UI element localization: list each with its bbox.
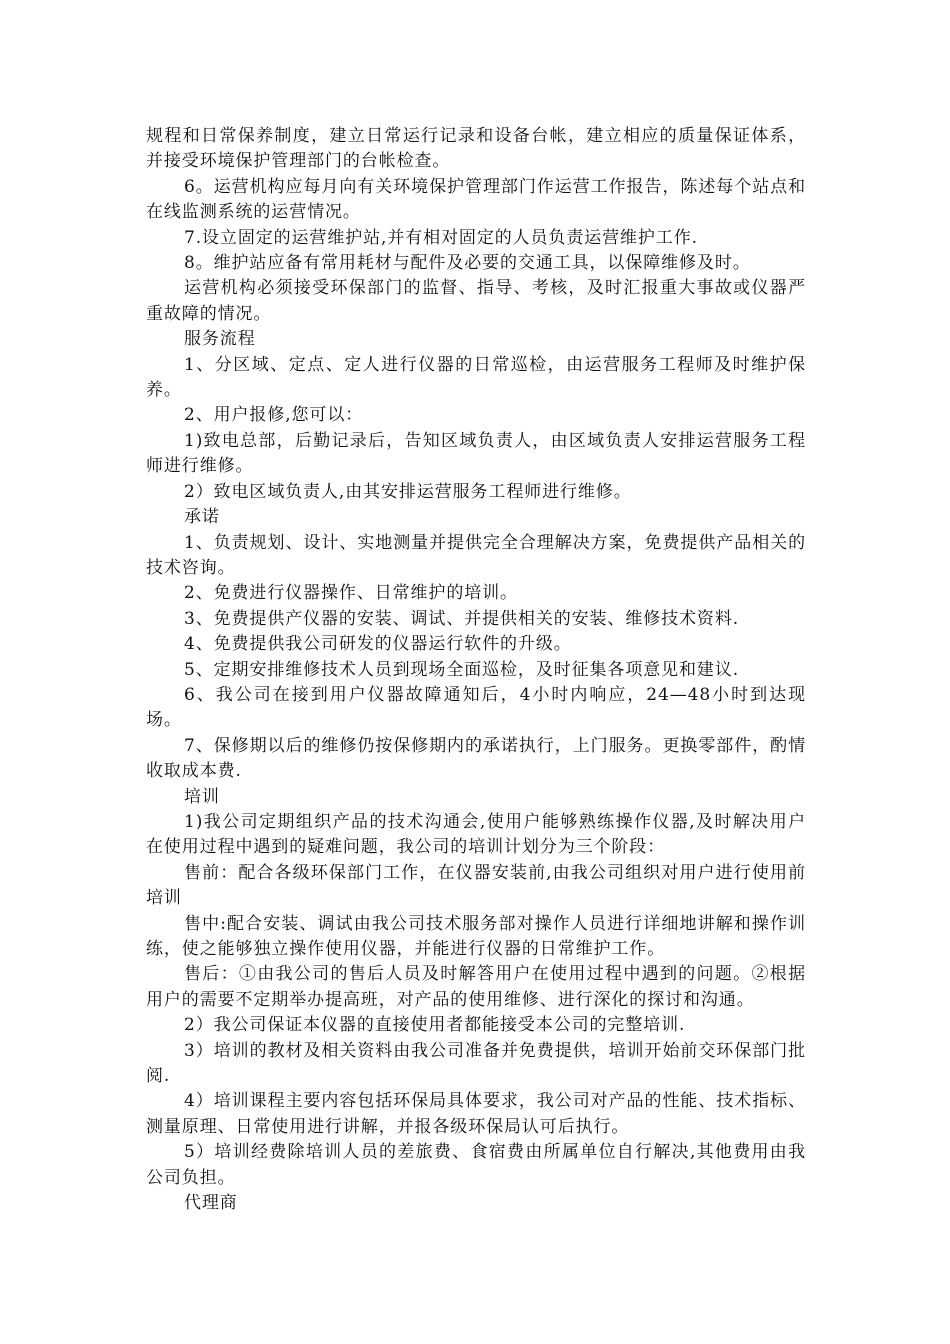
document-body: [146, 124, 806, 1216]
section-heading-service-process: 服务流程: [184, 329, 256, 350]
paragraph-training-5: 5）培训经费除培训人员的差旅费、食宿费由所属单位自行解决,其他费用由我公司负担。: [146, 1142, 806, 1188]
paragraph-service-1: 1、分区域、定点、定人进行仪器的日常巡检，由运营服务工程师及时维护保养。: [146, 354, 806, 401]
paragraph-service-2-1: 1)致电总部，后勤记录后，告知区域负责人，由区域负责人安排运营服务工程师进行维修。: [146, 430, 806, 477]
paragraph-commitment-6: 6、我公司在接到用户仪器故障通知后，4小时内响应，24—48小时到达现场。: [146, 684, 806, 731]
paragraph-training-2: 2）我公司保证本仪器的直接使用者都能接受本公司的完整培训.: [184, 1015, 686, 1036]
paragraph-training-presale: 售前：配合各级环保部门工作，在仪器安装前,由我公司组织对用户进行使用前培训: [146, 862, 806, 909]
paragraph-commitment-7: 7、保修期以后的维修仍按保修期内的承诺执行，上门服务。更换零部件，酌情收取成本费.: [146, 735, 806, 782]
paragraph-service-2: 2、用户报修,您可以：: [184, 405, 364, 426]
paragraph-training-4: 4）培训课程主要内容包括环保局具体要求，我公司对产品的性能、技术指标、测量原理、日常使用进行讲解，并报各级环保局认可后执行。: [146, 1091, 806, 1137]
paragraph-service-2-2: 2）致电区域负责人,由其安排运营服务工程师进行维修。: [184, 481, 632, 502]
paragraph-item-8: 8。维护站应备有常用耗材与配件及必要的交通工具，以保障维修及时。: [184, 253, 751, 274]
paragraph-commitment-3: 3、免费提供产仪器的安装、调试、并提供相关的安装、维修技术资料.: [184, 608, 740, 629]
paragraph-training-1: 1)我公司定期组织产品的技术沟通会,使用户能够熟练操作仪器,及时解决用户在使用过程中遇到的疑难问题，我公司的培训计划分为三个阶段：: [146, 811, 806, 858]
paragraph-item-6: 6。运营机构应每月向有关环境保护管理部门作运营工作报告，陈述每个站点和在线监测系统的运营情况。: [146, 176, 806, 223]
paragraph-item-7: 7.设立固定的运营维护站,并有相对固定的人员负责运营维护工作.: [184, 227, 698, 248]
section-heading-agent: 代理商: [184, 1193, 238, 1214]
paragraph-commitment-5: 5、定期安排维修技术人员到现场全面巡检，及时征集各项意见和建议.: [184, 659, 740, 680]
paragraph-training-insale: 售中:配合安装、调试由我公司技术服务部对操作人员进行详细地讲解和操作训练，使之能够独立操作使用仪器，并能进行仪器的日常维护工作。: [146, 913, 806, 959]
paragraph-continuation: 规程和日常保养制度，建立日常运行记录和设备台帐，建立相应的质量保证体系，并接受环境保护管理部门的台帐检查。: [146, 126, 806, 172]
section-heading-commitment: 承诺: [184, 507, 220, 528]
section-heading-training: 培训: [184, 786, 220, 807]
paragraph-supervision: 运营机构必须接受环保部门的监督、指导、考核，及时汇报重大事故或仪器严重故障的情况。: [146, 278, 806, 324]
paragraph-commitment-4: 4、免费提供我公司研发的仪器运行软件的升级。: [184, 634, 572, 655]
paragraph-commitment-2: 2、免费进行仪器操作、日常维护的培训。: [184, 583, 518, 604]
paragraph-commitment-1: 1、负责规划、设计、实地测量并提供完全合理解决方案，免费提供产品相关的技术咨询。: [146, 532, 806, 578]
paragraph-training-3: 3）培训的教材及相关资料由我公司准备并免费提供，培训开始前交环保部门批阅.: [146, 1040, 806, 1087]
paragraph-training-aftersale: 售后：①由我公司的售后人员及时解答用户在使用过程中遇到的问题。②根据用户的需要不定期举办提高班，对产品的使用维修、进行深化的探讨和沟通。: [146, 964, 806, 1010]
